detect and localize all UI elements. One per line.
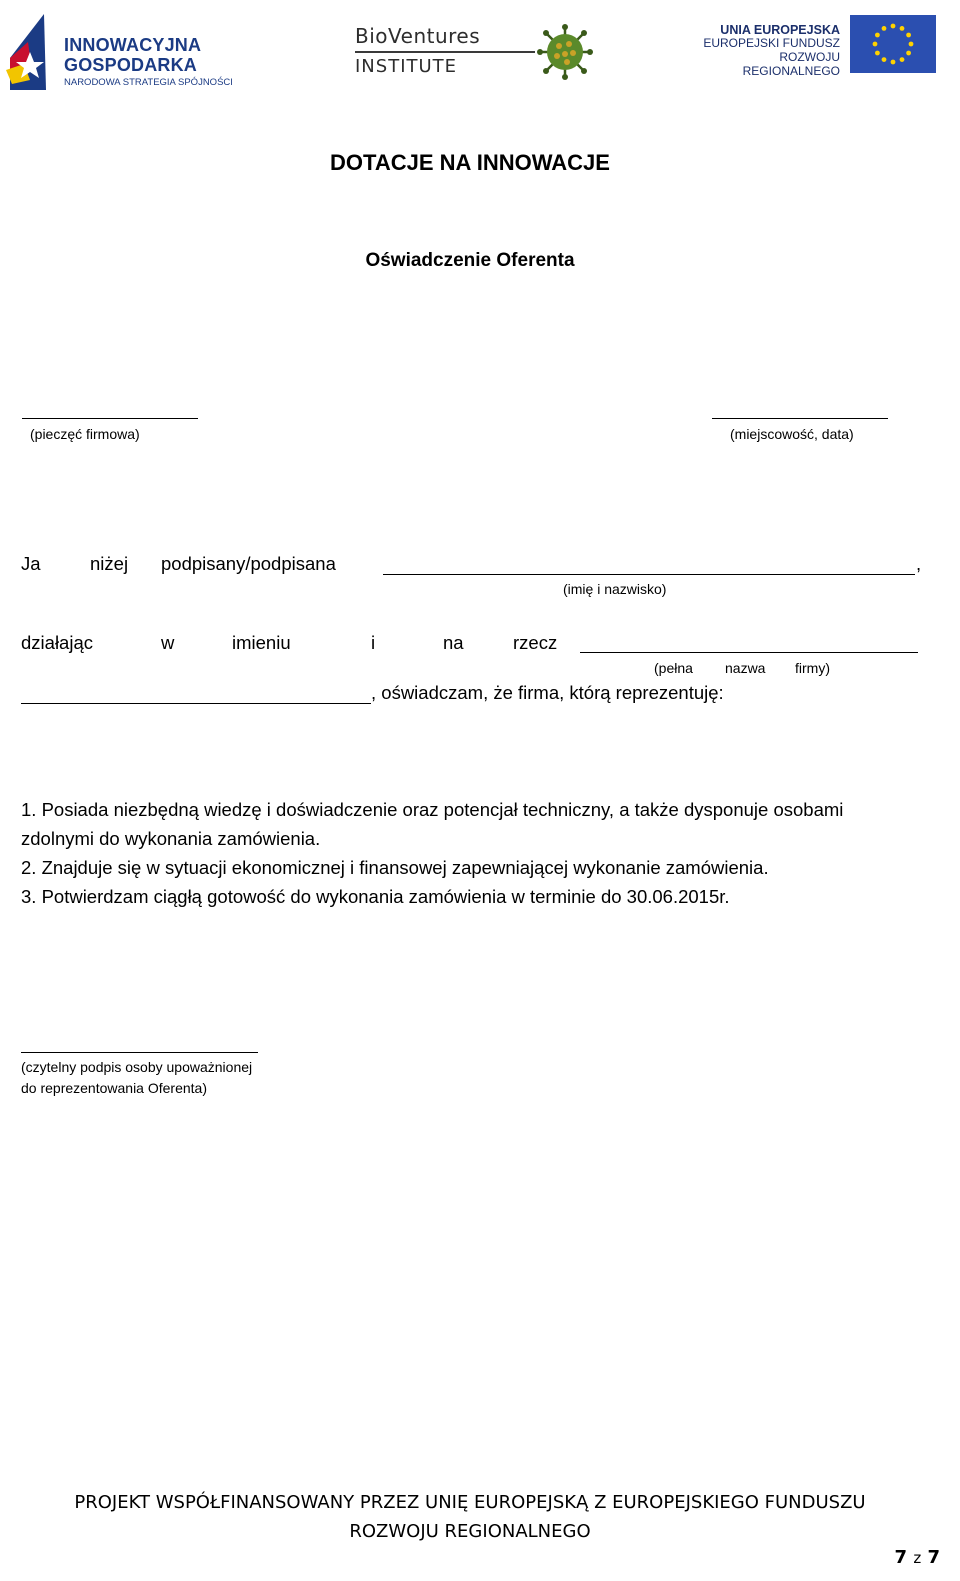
firm-continuation-line (21, 703, 371, 704)
decl-rzecz: rzecz (513, 632, 558, 653)
decl-i: i (371, 632, 376, 653)
logo-bv-rule (355, 51, 535, 53)
page-number (895, 1547, 941, 1568)
place-date-line (712, 418, 888, 419)
name-line (383, 574, 915, 575)
logo-bv-line1: BioVentures (355, 24, 481, 48)
page-total: 7 (927, 1547, 940, 1568)
page-of: z (913, 1549, 922, 1567)
decl-podpisany: podpisany/podpisana (161, 553, 336, 574)
stamp-label: (pieczęć firmowa) (30, 426, 140, 442)
signature-label-2: do reprezentowania Oferenta) (21, 1080, 207, 1096)
signature-line (21, 1052, 258, 1053)
logo-ig-line2: GOSPODARKA (64, 55, 198, 75)
innowacyjna-gospodarka-logo (6, 12, 246, 92)
stamp-line (22, 418, 198, 419)
eu-flag-icon (850, 15, 936, 73)
logo-ig-line3: NARODOWA STRATEGIA SPÓJNOŚCI (64, 77, 233, 88)
decl-comma: , (916, 553, 922, 574)
decl-tail: , oświadczam, że firma, którą reprezentuję: (371, 682, 724, 703)
innowacyjna-gospodarka-emblem-icon (6, 12, 62, 92)
firm-label-1: (pełna (654, 660, 693, 676)
name-label: (imię i nazwisko) (563, 581, 667, 597)
page-current: 7 (894, 1547, 908, 1568)
firm-label-3: firmy) (795, 660, 830, 676)
decl-ja: Ja (21, 553, 41, 574)
decl-imieniu: imieniu (232, 632, 291, 653)
decl-dzialajac: działając (21, 632, 93, 653)
footer-line2: ROZWOJU REGIONALNEGO (349, 1521, 591, 1542)
footer (0, 1488, 940, 1546)
logo-eu-line2: EUROPEJSKI FUNDUSZ (703, 36, 840, 51)
place-date-label: (miejscowość, data) (730, 426, 854, 442)
signature-label-1: (czytelny podpis osoby upoważnionej (21, 1059, 253, 1075)
decl-w: w (161, 632, 175, 653)
decl-nizej: niżej (90, 553, 129, 574)
virus-icon (537, 24, 593, 80)
list-item: 3. Potwierdzam ciągłą gotowość do wykonania zamówienia w terminie do 30.06.2015r. (21, 886, 730, 907)
logo-ig-line1: INNOWACYJNA (64, 35, 202, 55)
bioventures-logo (355, 22, 600, 82)
eu-logo (700, 12, 945, 82)
list-item: 1. Posiada niezbędną wiedzę i doświadczenie oraz potencjał techniczny, a także dysponuje osobami zdolnymi do wykonania zamówienia. (21, 799, 844, 849)
firm-label-2: nazwa (725, 660, 766, 676)
footer-line1: PROJEKT WSPÓŁFINANSOWANY PRZEZ UNIĘ EUROPEJSKĄ Z EUROPEJSKIEGO FUNDUSZU (74, 1492, 866, 1513)
decl-na: na (443, 632, 464, 653)
firm-line (580, 652, 918, 653)
list-item: 2. Znajduje się w sytuacji ekonomicznej i finansowej zapewniającej wykonanie zamówienia. (21, 857, 769, 878)
document-subtitle: Oświadczenie Oferenta (365, 250, 575, 271)
document-title: DOTACJE NA INNOWACJE (330, 150, 610, 175)
logo-bv-line2: INSTITUTE (355, 56, 458, 77)
logo-eu-line3: ROZWOJU REGIONALNEGO (742, 50, 840, 78)
logo-eu-line1: UNIA EUROPEJSKA (720, 23, 840, 37)
